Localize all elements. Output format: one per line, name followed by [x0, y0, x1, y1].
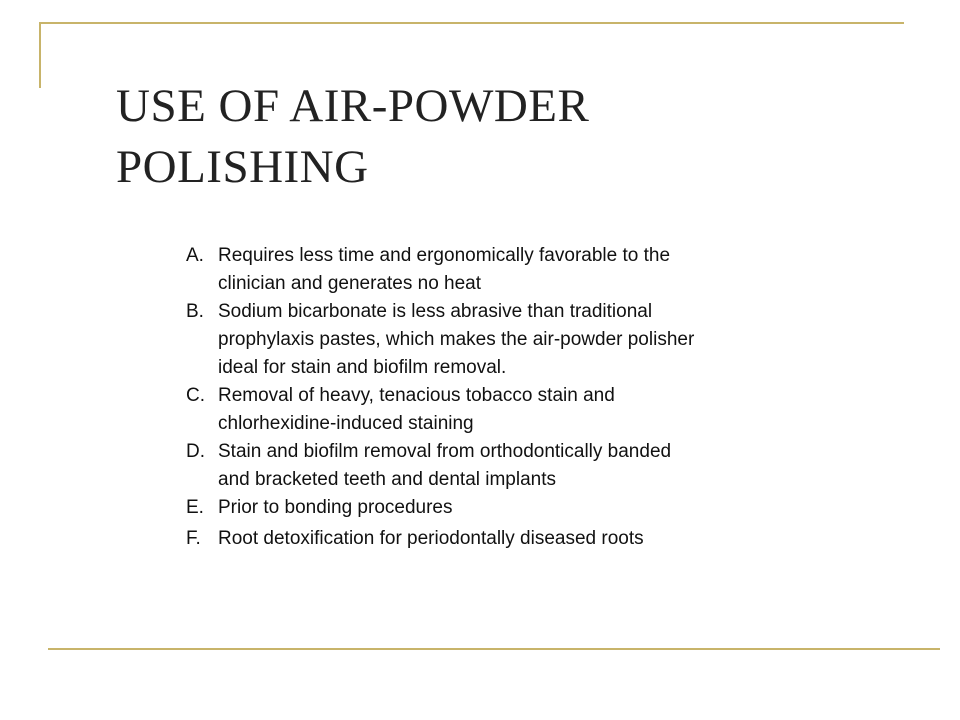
list-marker: B.: [186, 301, 204, 322]
list-marker: F.: [186, 528, 201, 549]
top-rule: [39, 22, 904, 24]
list-marker: D.: [186, 441, 205, 462]
list-item-text-line: Sodium bicarbonate is less abrasive than traditional: [218, 301, 653, 322]
slide-title-line-1: USE OF AIR-POWDER: [116, 80, 590, 132]
list-item-text-line: Prior to bonding procedures: [218, 497, 453, 518]
list-item-text-line: prophylaxis pastes, which makes the air-powder polisher: [218, 329, 695, 350]
list-item-a: [186, 242, 846, 298]
use-list: [186, 242, 846, 553]
list-item-b: [186, 298, 846, 382]
list-item-text-line: ideal for stain and biofilm removal.: [218, 357, 507, 378]
bottom-rule: [48, 648, 940, 650]
list-marker: E.: [186, 497, 204, 518]
list-item-text-line: Requires less time and ergonomically favorable to the: [218, 245, 671, 266]
list-item-text-line: clinician and generates no heat: [218, 273, 482, 294]
list-marker: C.: [186, 385, 205, 406]
list-item-text-line: Stain and biofilm removal from orthodontically banded: [218, 441, 672, 462]
list-item-e: [186, 494, 846, 522]
list-marker: A.: [186, 245, 204, 266]
list-item-d: [186, 438, 846, 494]
list-item-text-line: Root detoxification for periodontally diseased roots: [218, 528, 644, 549]
slide-title-line-2: POLISHING: [116, 141, 369, 193]
list-item-c: [186, 382, 846, 438]
list-item-f: [186, 525, 846, 553]
list-item-text-line: chlorhexidine-induced staining: [218, 413, 474, 434]
list-item-text-line: and bracketed teeth and dental implants: [218, 469, 557, 490]
left-rule: [39, 22, 41, 88]
slide-title: [116, 76, 816, 198]
list-item-text-line: Removal of heavy, tenacious tobacco stain and: [218, 385, 615, 406]
